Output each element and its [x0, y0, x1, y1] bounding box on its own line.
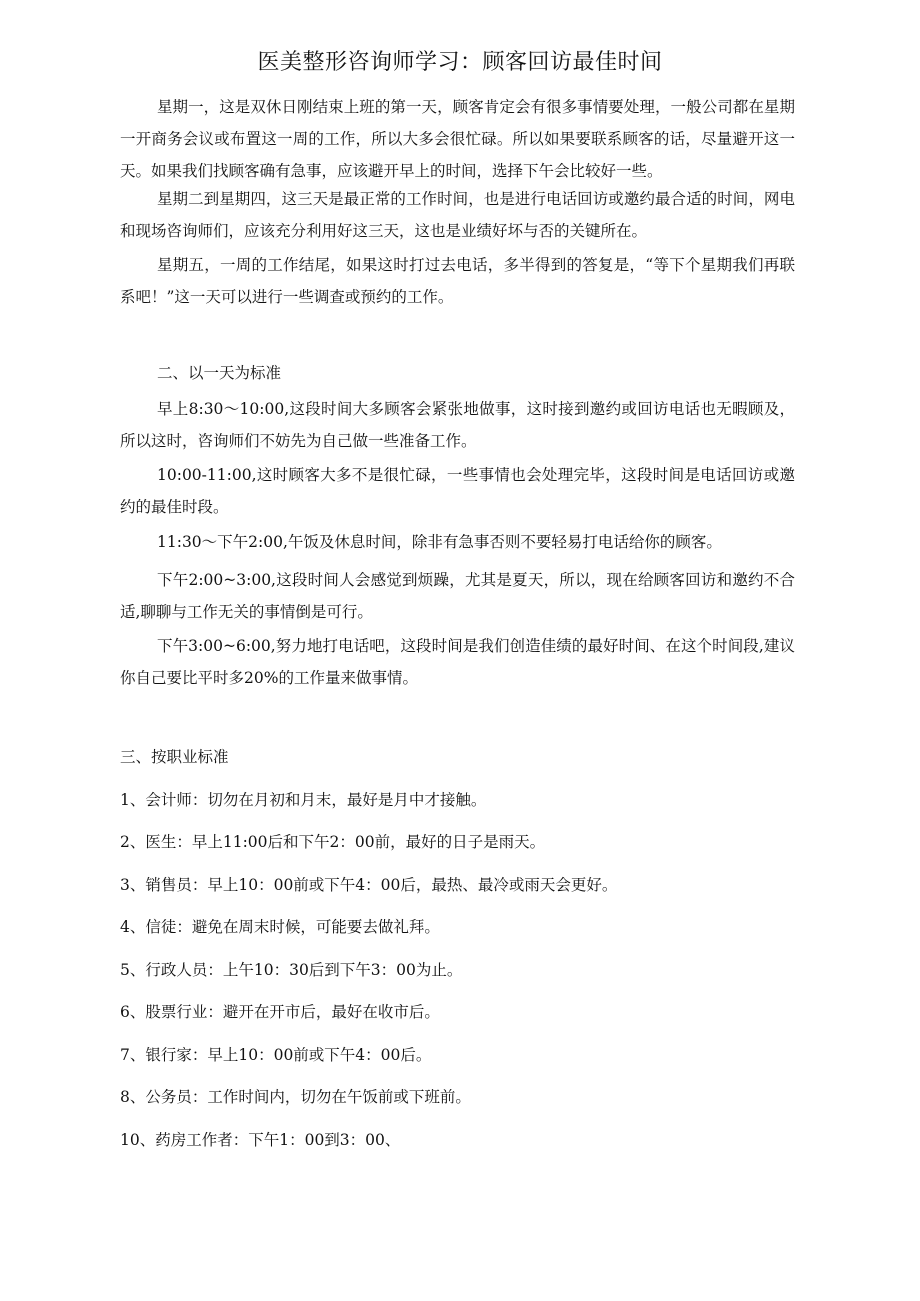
paragraph-tuesday-thursday: 星期二到星期四，这三天是最正常的工作时间，也是进行电话回访或邀约最合适的时间，网电和现场咨询师们，应该充分利用好这三天，这也是业绩好坏与否的关键所在。	[120, 190, 795, 240]
list-item: 3、销售员：早上10：00前或下午4：00后，最热、最冷或雨天会更好。	[120, 876, 618, 894]
paragraph-early-afternoon: 下午2:00~3:00,这段时间人会感觉到烦躁，尤其是夏天，所以，现在给顾客回访和邀约不合适,聊聊与工作无关的事情倒是可行。	[120, 571, 795, 621]
paragraph-monday: 星期一，这是双休日刚结束上班的第一天，顾客肯定会有很多事情要处理，一般公司都在星期一开商务会议或布置这一周的工作，所以大多会很忙碌。所以如果要联系顾客的话，尽量避开这一天。如果我们找顾客确有急事，应该避开早上的时间，选择下午会比较好一些。	[120, 98, 795, 180]
list-item: 6、股票行业：避开在开市后，最好在收市后。	[120, 1003, 440, 1021]
paragraph-lunch: 11:30～下午2:00,午饭及休息时间，除非有急事否则不要轻易打电话给你的顾客。	[157, 533, 722, 551]
section-heading-day: 二、以一天为标准	[157, 364, 282, 382]
paragraph-friday: 星期五，一周的工作结尾，如果这时打过去电话，多半得到的答复是，“等下个星期我们再联系吧！”这一天可以进行一些调查或预约的工作。	[120, 256, 795, 306]
list-item: 5、行政人员：上午10：30后到下午3：00为止。	[120, 961, 463, 979]
list-item: 4、信徒：避免在周末时候，可能要去做礼拜。	[120, 918, 440, 936]
section-heading-job: 三、按职业标准	[120, 748, 229, 766]
paragraph-morning: 早上8:30～10:00,这段时间大多顾客会紧张地做事，这时接到邀约或回访电话也无暇顾及，所以这时，咨询师们不妨先为自己做一些准备工作。	[120, 400, 795, 450]
list-item: 7、银行家：早上10：00前或下午4：00后。	[120, 1046, 432, 1064]
list-item: 10、药房工作者：下午1：00到3：00、	[120, 1131, 401, 1149]
paragraph-late-afternoon: 下午3:00~6:00,努力地打电话吧，这段时间是我们创造佳绩的最好时间、在这个时间段,建议你自己要比平时多20%的工作量来做事情。	[120, 637, 795, 687]
list-item: 2、医生：早上11:00后和下午2：00前，最好的日子是雨天。	[120, 833, 546, 851]
list-item: 1、会计师：切勿在月初和月末，最好是月中才接触。	[120, 791, 487, 809]
list-item: 8、公务员：工作时间内，切勿在午饭前或下班前。	[120, 1088, 471, 1106]
paragraph-late-morning: 10:00-11:00,这时顾客大多不是很忙碌，一些事情也会处理完毕，这段时间是电话回访或邀约的最佳时段。	[120, 466, 795, 516]
document-title: 医美整形咨询师学习：顾客回访最佳时间	[257, 50, 663, 75]
